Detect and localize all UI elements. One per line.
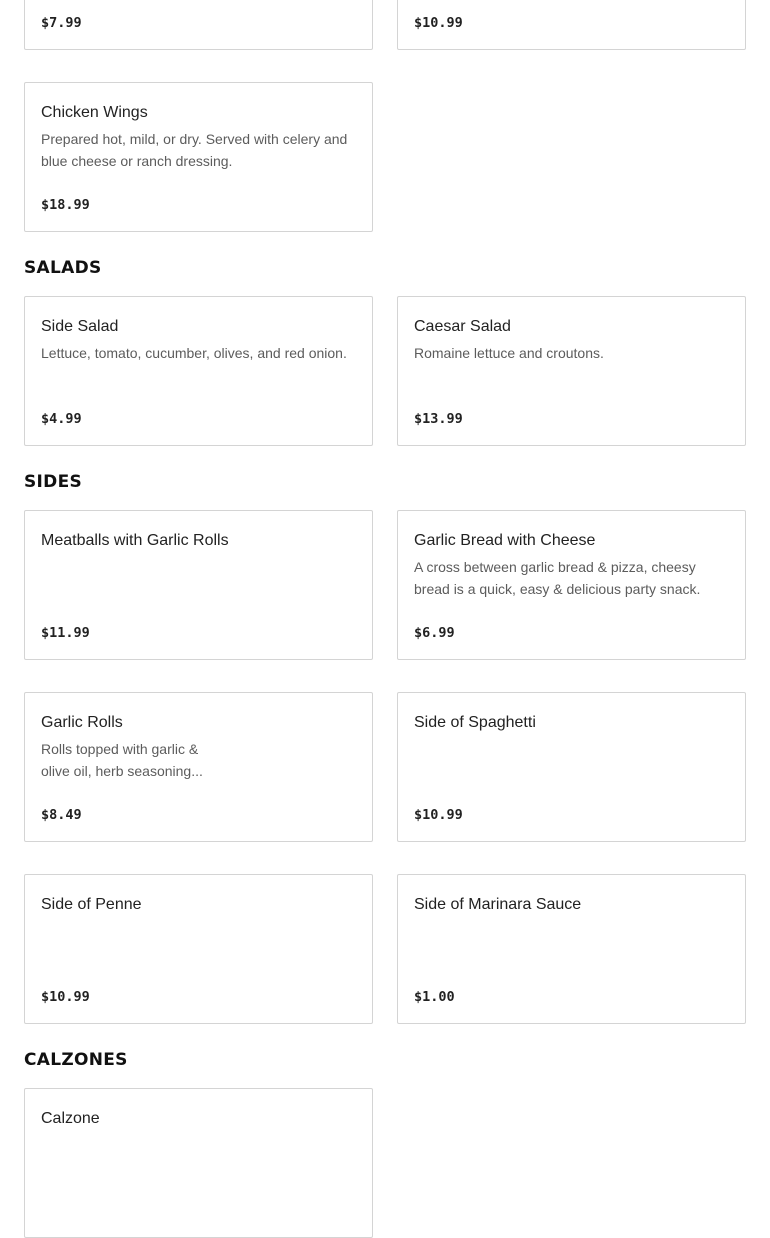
menu-item-card-caesar-salad[interactable] [397,296,746,446]
item-title: Garlic Bread with Cheese [414,532,596,549]
menu-item-card[interactable] [24,0,373,50]
item-title: Side of Penne [41,896,142,913]
item-description: Rolls topped with garlic & olive oil, herb seasoning... [41,741,203,779]
section-heading-sides: SIDES [24,472,83,492]
menu-item-card-garlic-bread-cheese[interactable] [397,510,746,660]
item-title: Chicken Wings [41,104,148,121]
menu-item-card-meatballs-garlic-rolls[interactable] [24,510,373,660]
section-heading-salads: SALADS [24,258,102,278]
item-price: $18.99 [41,197,90,213]
item-title: Side of Spaghetti [414,714,536,731]
item-title: Side of Marinara Sauce [414,896,582,913]
item-price: $8.49 [41,807,82,823]
item-price: $10.99 [41,989,90,1005]
item-price: $7.99 [41,15,82,31]
menu-item-card-side-salad[interactable] [24,296,373,446]
item-title: Garlic Rolls [41,714,123,731]
item-price: $1.00 [414,989,455,1005]
menu-item-card-garlic-rolls[interactable] [24,692,373,842]
item-title: Calzone [41,1110,100,1127]
item-title: Meatballs with Garlic Rolls [41,532,229,549]
menu-item-card-chicken-wings[interactable] [24,82,373,232]
item-description: Prepared hot, mild, or dry. Served with celery and blue cheese or ranch dressing. [41,131,348,169]
item-description: A cross between garlic bread & pizza, cheesy bread is a quick, easy & delicious party snack. [414,559,701,597]
menu-item-card-side-marinara[interactable] [397,874,746,1024]
menu-item-card-side-spaghetti[interactable] [397,692,746,842]
menu-item-card-calzone[interactable] [24,1088,373,1238]
item-price: $10.99 [414,15,463,31]
menu-item-card[interactable] [397,0,746,50]
item-price: $10.99 [414,807,463,823]
item-price: $11.99 [41,625,90,641]
item-price: $4.99 [41,411,82,427]
item-description: Lettuce, tomato, cucumber, olives, and red onion. [41,345,347,361]
item-price: $13.99 [414,411,463,427]
section-heading-calzones: CALZONES [24,1050,128,1070]
item-price: $6.99 [414,625,455,641]
item-title: Caesar Salad [414,318,511,335]
item-title: Side Salad [41,318,119,335]
item-description: Romaine lettuce and croutons. [414,345,604,361]
menu-item-card-side-penne[interactable] [24,874,373,1024]
